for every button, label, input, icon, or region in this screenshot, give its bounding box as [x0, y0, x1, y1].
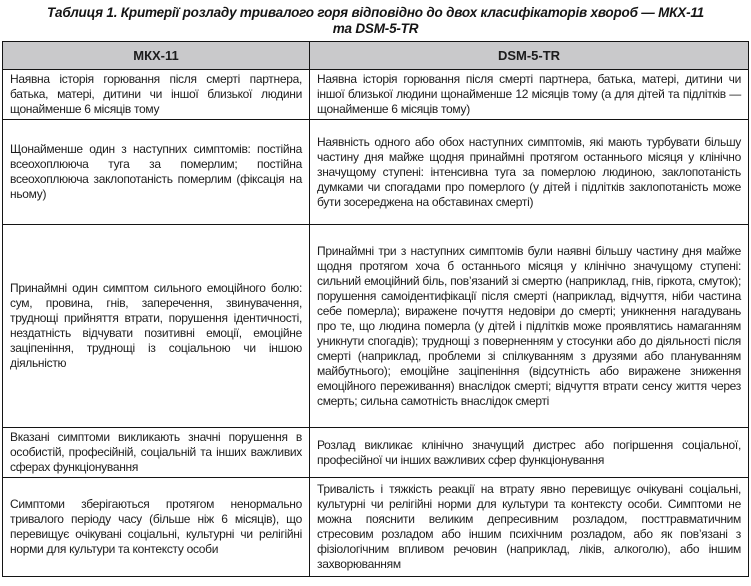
header-cell-dsm: [310, 42, 748, 70]
table-row: [3, 70, 748, 120]
table-caption-line1: Таблиця 1. Критерії розладу тривалого горя відповідно до двох класифікаторів хвороб — МКХ-11: [47, 5, 704, 20]
cell-text: Вказані симптоми викликають значні порушення в особистій, професійній, соціальній та інших важливих сферах функціонування: [10, 430, 302, 474]
cell-dsm-row5: [310, 478, 748, 576]
cell-mkx-row4: [3, 428, 310, 478]
table-row: [3, 478, 748, 576]
criteria-comparison-table: [2, 41, 749, 577]
cell-text: Наявна історія горювання після смерті партнера, батька, матері, дитини чи іншої близької людини щонайменше 12 місяців тому (а для дітей та підлітків — щонайменше 6 місяців тому): [317, 72, 741, 116]
cell-dsm-row3: [310, 225, 748, 428]
cell-text: Симптоми зберігаються протягом ненормально тривалого періоду часу (більше ніж 6 місяців), що перевищує очікувані соціальні, культурні чи релігійні норми для культури та контексту особи: [10, 497, 302, 556]
header-cell-mkx: [3, 42, 310, 70]
cell-text: Щонайменше один з наступних симптомів: постійна всеохоплююча туга за померлим; постійна всеохоплююча заклопотаність померлим (фіксація на ньому): [10, 142, 302, 201]
cell-text: Принаймні три з наступних симптомів були наявні більшу частину дня майже щодня протягом хоча б останнього місяця у клінічно значущому ступені: сильний емоційний біль, пов’язаний зі смертю (наприклад, гнів, гіркота, смуток); порушення самоідентифікації після смерті (наприклад, відчуття, ніби частина себе померла); виражене почуття недовіри до смерті; уникнення нагадувань про те, що людина померла (у дітей і підлітків може проявлятись намаганням уникнути спогадів); труднощі з поверненням у стосунки або до діяльності після смерті (наприклад, проблеми зі спілкуванням з друзями або плануванням майбутнього); емоційне заціпеніння (відсутність або виражене зниження емоційного переживання) внаслідок смерті; відчуття втрати сенсу життя через смерть; сильна самотність внаслідок смерті: [317, 243, 741, 408]
table-row: [3, 120, 748, 225]
cell-mkx-row3: [3, 225, 310, 428]
table-row: [3, 225, 748, 428]
header-label-dsm: DSM-5-TR: [497, 48, 561, 63]
table-row: [3, 428, 748, 478]
cell-dsm-row2: [310, 120, 748, 225]
cell-text: Розлад викликає клінічно значущий дистрес або погіршення соціальної, професійної чи інших важливих сфер функціонування: [317, 437, 741, 467]
cell-text: Наявність одного або обох наступних симптомів, які мають турбувати більшу частину дня майже щодня принаймні протягом останнього місяця у клінічно значущому ступені: інтенсивна туга за померлою людиною, заклопотаність думками чи спогадами про померлого (у дітей і підлітків заклопотаність може бути зосереджена на обставинах смерті): [317, 134, 741, 209]
cell-mkx-row2: [3, 120, 310, 225]
header-label-mkx: МКХ-11: [133, 48, 179, 63]
table-caption: [0, 0, 751, 37]
table-caption-line2: та DSM-5-TR: [332, 21, 419, 36]
cell-dsm-row4: [310, 428, 748, 478]
cell-text: Принаймні один симптом сильного емоційного болю: сум, провина, гнів, заперечення, звинувачення, труднощі прийняття втрати, порушення ідентичності, нездатність відчувати позитивні емоції, емоційне заціпеніння, труднощі із соціальною чи іншою діяльністю: [10, 281, 302, 370]
cell-text: Тривалість і тяжкість реакції на втрату явно перевищує очікувані соціальні, культурні чи релігійні норми для культури та контексту особи. Симптоми не можна пояснити великим депресивним розладом, посттравматичним стресовим розладом або іншим психічним розладом, або як пов’язані з фізіологічним впливом речовин (наприклад, ліків, алкоголю), або іншим захворюванням: [317, 482, 741, 571]
cell-mkx-row5: [3, 478, 310, 576]
cell-dsm-row1: [310, 70, 748, 120]
cell-text: Наявна історія горювання після смерті партнера, батька, матері, дитини чи іншої близької людини щонайменше 6 місяців тому: [10, 72, 302, 116]
cell-mkx-row1: [3, 70, 310, 120]
table-header-row: [3, 42, 748, 70]
